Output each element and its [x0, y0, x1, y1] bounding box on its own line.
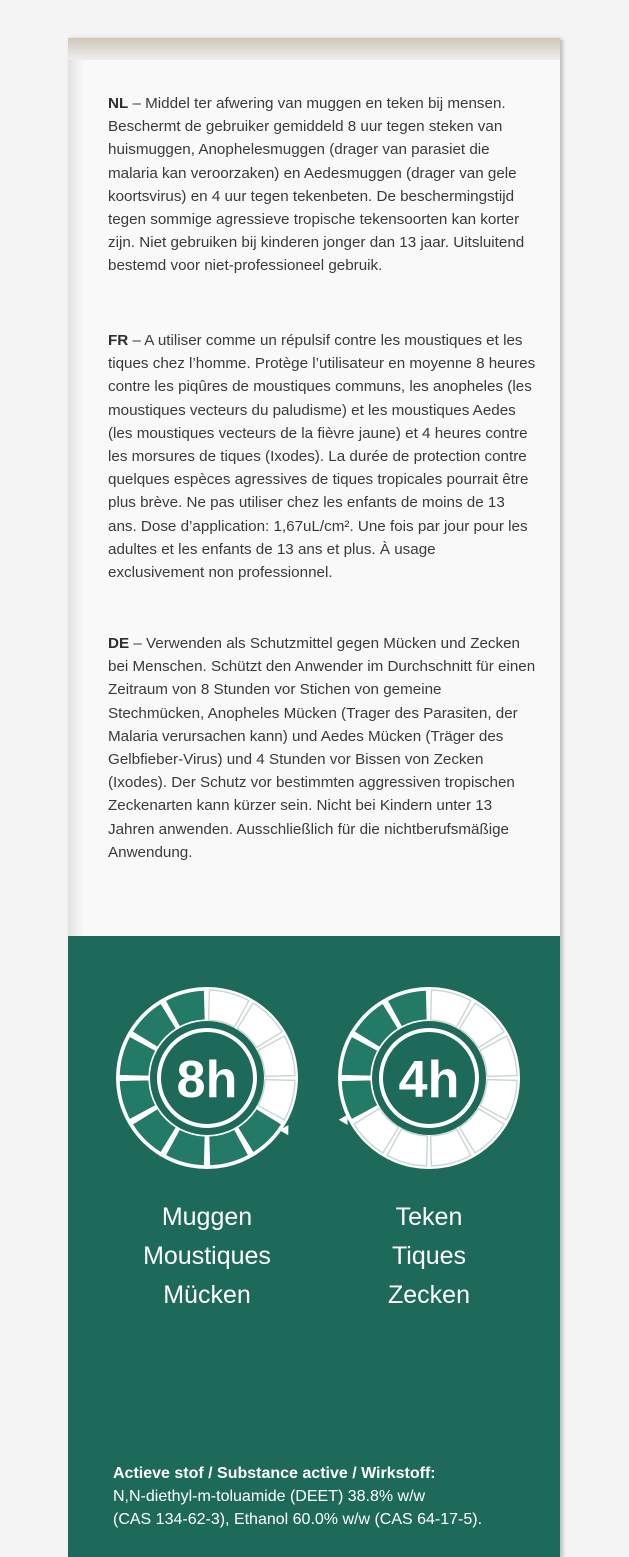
instructions-de — [108, 632, 536, 864]
clock-dial-icon — [334, 983, 524, 1173]
language-code-nl: NL — [108, 95, 129, 112]
language-code-de: DE — [108, 635, 130, 652]
dial-hours-label: 4h — [398, 1051, 460, 1109]
insect-name-de: Zecken — [388, 1281, 470, 1309]
instructions-nl — [108, 92, 536, 278]
instructions-text-fr: – A utiliser comme un répulsif contre les moustiques et les tiques chez l’homme. Protège l’utilisateur en moyenne 8 heures contre les piqûres de moustiques communs, les anopheles (les moustiques vecteurs du paludisme) et les moustiques Aedes (les moustiques vecteurs de la fièvre jaune) et 4 heures contre les morsures de tiques (Ixodes). La durée de protection contre quelques espèces agressives de tiques tropicales pourrait être plus brève. Ne pas utiliser chez les enfants de moins de 13 ans. Dose d’application: 1,67uL/cm². Une fois par jour pour les adultes et les enfants de 13 ans et plus. À usage exclusivement non professionnel. — [108, 332, 536, 582]
insect-names-mosquitoes — [107, 1198, 307, 1315]
instructions-text-de: – Verwenden als Schutzmittel gegen Mücken und Zecken bei Menschen. Schützt den Anwender im Durchschnitt für einen Zeitraum von 8 Stunden vor Stichen von gemeine Stechmücken, Anopheles Mücken (Trager des Parasiten, der Malaria verursachen kann) und Aedes Mücken (Träger des Gelbfieber-Virus) und 4 Stunden vor Bissen von Zecken (Ixodes). Der Schutz vor bestimmten aggressiven tropischen Zeckenarten kann kürzer sein. Nicht bei Kindern unter 13 Jahren anwenden. Ausschließlich für die nichtberufsmäßige Anwendung. — [108, 635, 536, 861]
protection-dial-4h — [334, 983, 524, 1173]
insect-name-nl: Muggen — [161, 1203, 253, 1231]
dial-hours-label: 8h — [176, 1051, 238, 1109]
protection-panel — [68, 936, 560, 1557]
box-edge-shadow — [68, 60, 84, 936]
active-substance — [113, 1462, 553, 1531]
active-substance-title: Actieve stof / Substance active / Wirkstoff: — [113, 1465, 436, 1482]
active-substance-line-2: (CAS 134-62-3), Ethanol 60.0% w/w (CAS 64-17-5). — [113, 1511, 483, 1528]
dial-arrow-icon — [339, 1115, 348, 1125]
box-side-edge — [560, 40, 566, 1557]
language-code-fr: FR — [108, 332, 129, 349]
insect-name-nl: Teken — [395, 1203, 463, 1231]
protection-dial-8h — [112, 983, 302, 1173]
box-top-flap — [68, 38, 560, 60]
insect-name-de: Mücken — [163, 1281, 251, 1309]
active-substance-line-1: N,N-diethyl-m-toluamide (DEET) 38.8% w/w — [113, 1488, 426, 1505]
instructions-fr — [108, 329, 536, 584]
insect-name-fr: Moustiques — [143, 1242, 271, 1270]
insect-names-ticks — [329, 1198, 529, 1315]
insect-name-fr: Tiques — [391, 1242, 467, 1270]
product-box — [68, 38, 560, 1557]
instructions-text-nl: – Middel ter afwering van muggen en teken bij mensen. Beschermt de gebruiker gemiddeld 8 uur tegen steken van huismuggen, Anophelesmuggen (drager van parasiet die malaria kan veroorzaken) en Aedesmuggen (drager van gele koortsvirus) en 4 uur tegen tekenbeten. De beschermingstijd tegen sommige agressieve tropische tekensoorten kan korter zijn. Niet gebruiken bij kinderen jonger dan 13 jaar. Uitsluitend bestemd voor niet-professioneel gebruik. — [108, 95, 525, 275]
clock-dial-icon — [112, 983, 302, 1173]
